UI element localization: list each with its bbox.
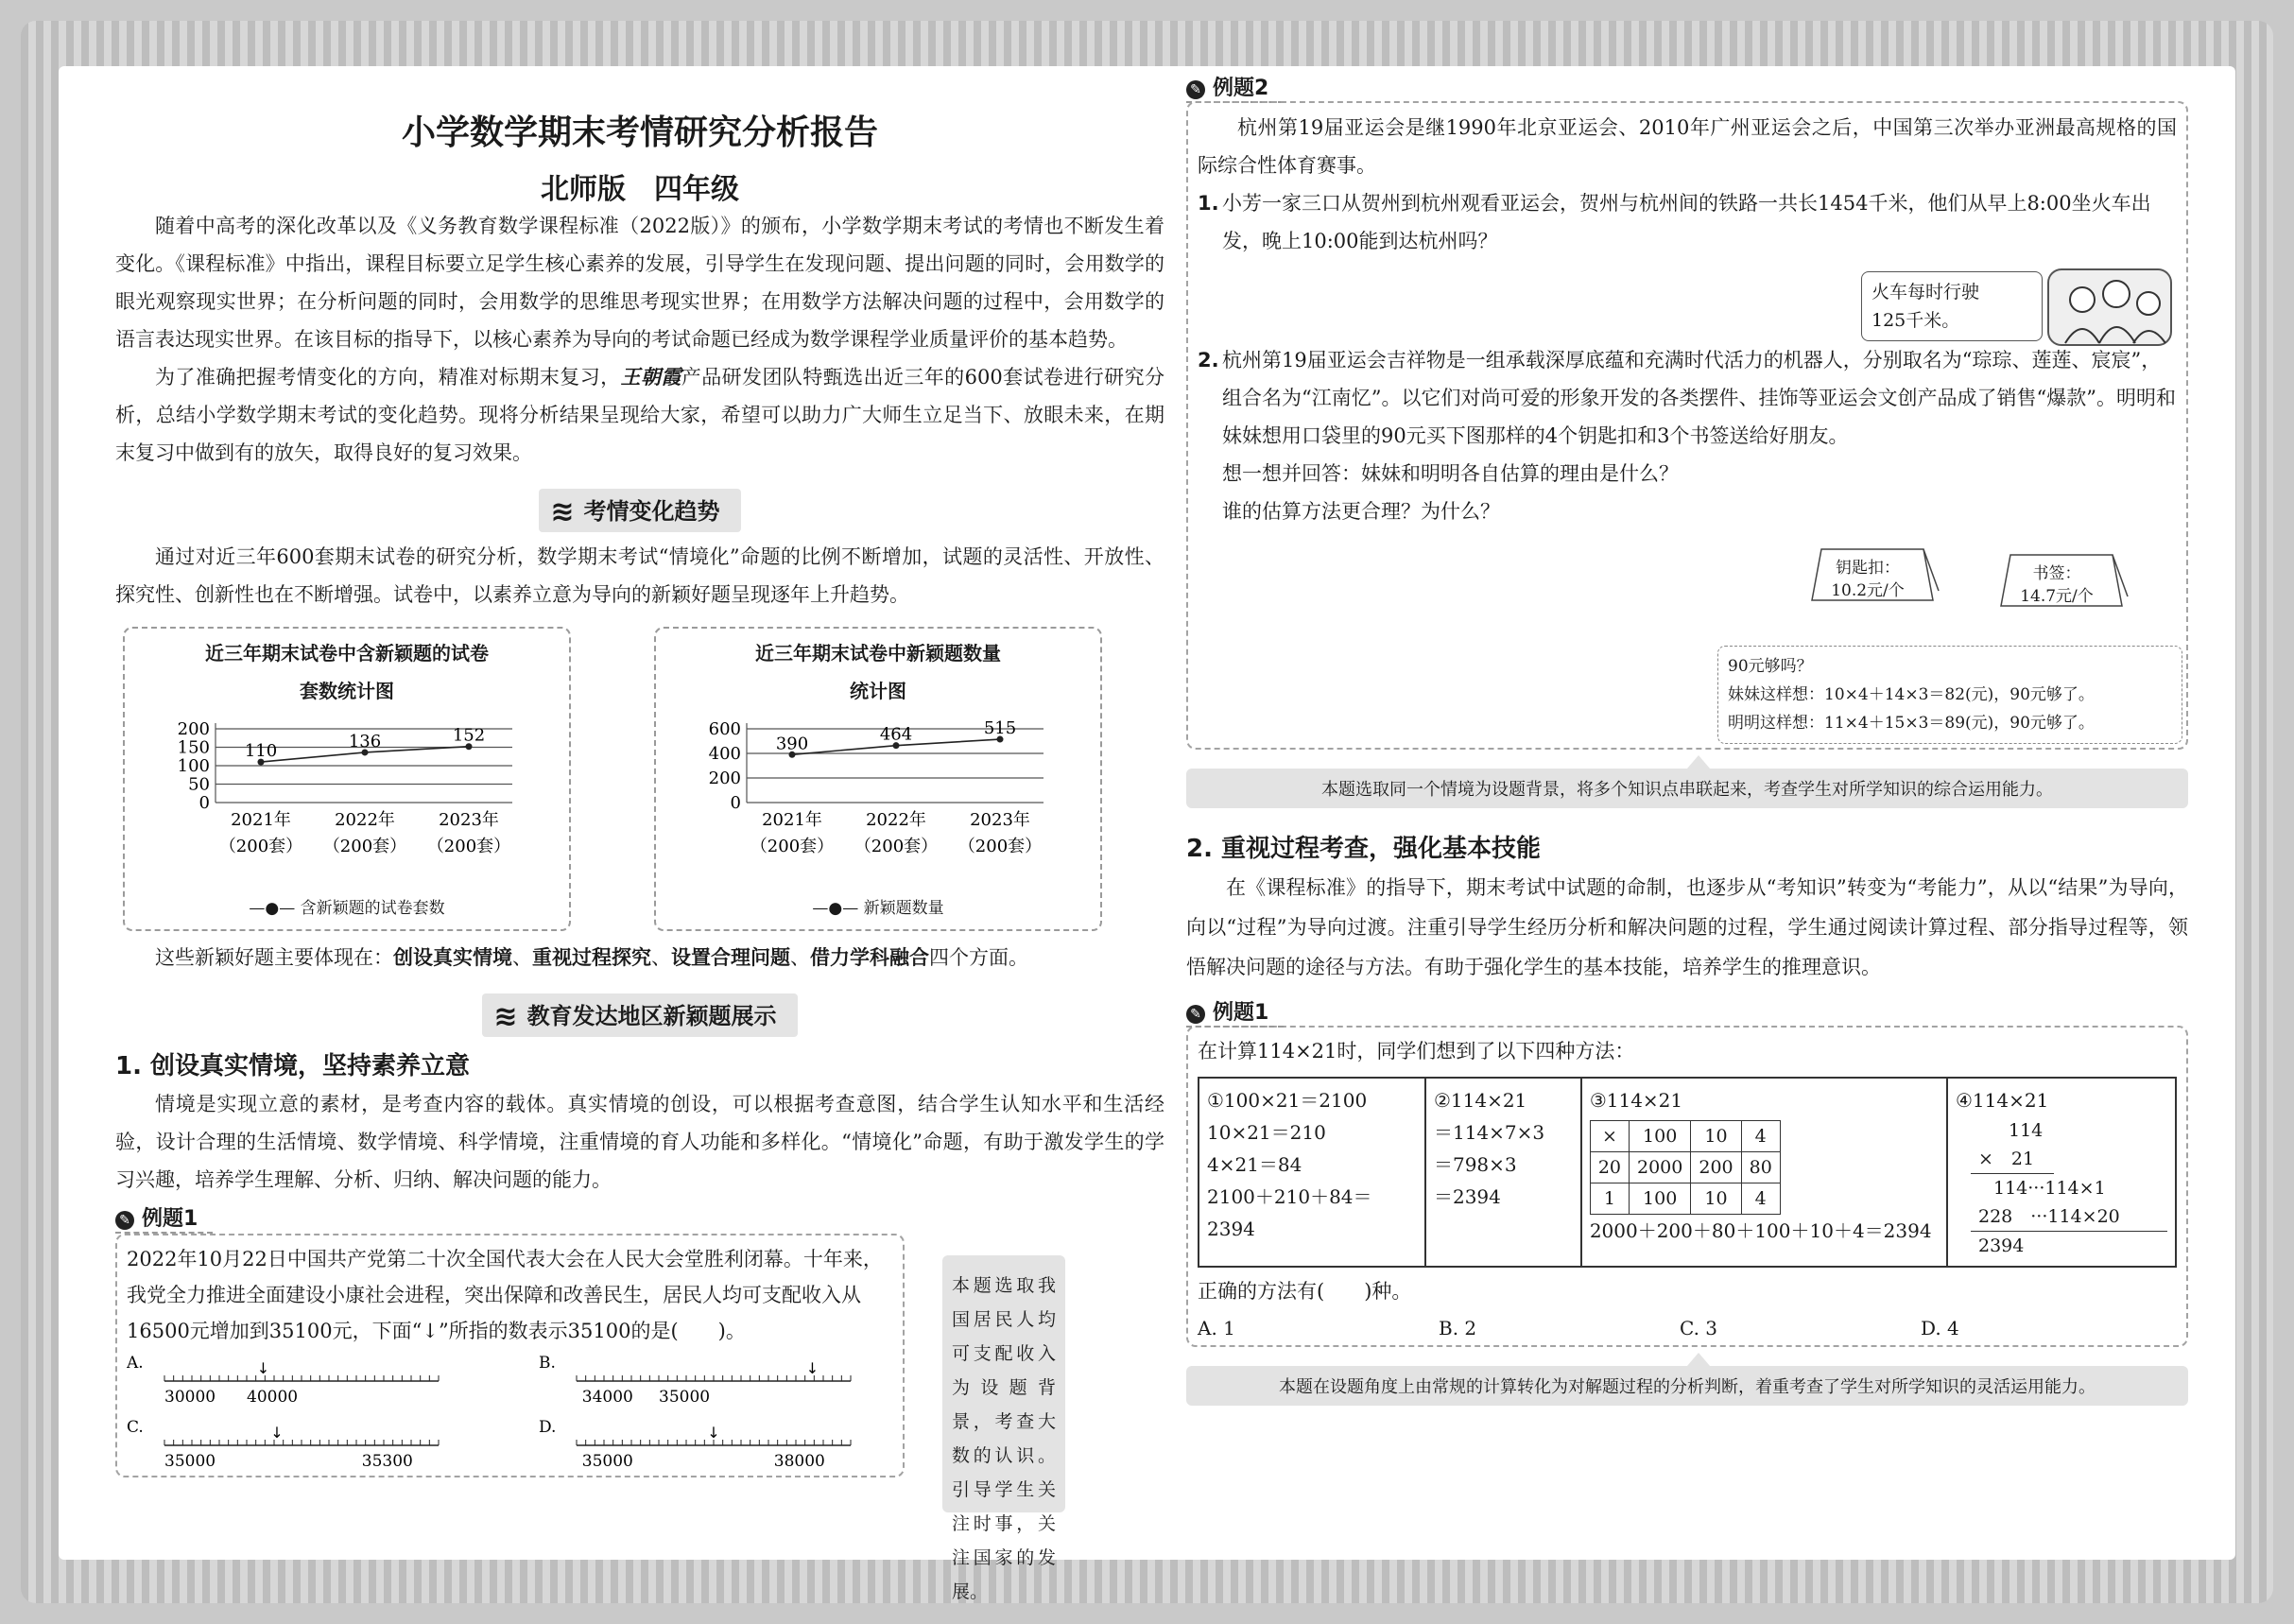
example-2-box [1186, 101, 2188, 750]
keychain-price-tag: 钥匙扣： 10.2元/个 [1812, 549, 1923, 602]
example-3-note: 本题在设题角度上由常规的计算转化为对解题过程的分析判断，着重考查了学生对所学知识的灵活运用能力。 [1186, 1366, 2188, 1406]
x-tick-sublabel: （200套） [426, 837, 511, 856]
brand-logo: 王朝霞 [620, 365, 681, 389]
section-1-paragraph: 情境是实现立意的素材，是考查内容的载体。真实情境的创设，可以根据考查意图，结合学生认知水平和生活经验，设计合理的生活情境、数学情境、科学情境，注重情境的育人功能和多样化。“情境化”命题，有助于激发学生的学习兴趣，培养学生理解、分析、归纳、解决问题的能力。 [115, 1093, 1164, 1191]
x-tick-label: 2023年 [970, 810, 1030, 830]
option-b[interactable] [539, 1355, 894, 1413]
intro-paragraph-1: 随着中高考的深化改革以及《义务教育数学课程标准（2022版）》的颁布，小学数学期末考试的考情也不断发生着变化。《课程标准》中指出，课程目标要立足学生核心素养的发展，引导学生在发现问题、提出问题的同时，会用数学的眼光观察现实世界；在分析问题的同时，会用数学的思维思考现实世界；在用数学方法解决问题的过程中，会用数学的语言表达现实世界。在该目标的指导下，以核心素养为导向的考试命题已经成为数学课程学业质量评价的基本趋势。 [115, 215, 1164, 351]
data-label: 464 [879, 724, 913, 745]
example-icon: ✎ [1186, 1005, 1205, 1024]
y-tick-label: 600 [708, 719, 741, 739]
y-tick-label: 150 [177, 737, 210, 758]
x-tick-label: 2022年 [335, 810, 395, 830]
example-3-question: 正确的方法有( )种。 [1198, 1280, 1412, 1303]
method-3: ③114×21 × 100 10 4 20 2000 200 80 1 100 10 4 2000＋200＋80＋100＋10＋4＝2394 [1581, 1078, 1947, 1267]
y-tick-label: 200 [177, 719, 210, 739]
down-arrow-icon: ↓ [256, 1359, 270, 1377]
section-1-heading: 1. 创设真实情境，坚持素养立意 [115, 1052, 471, 1080]
y-tick-label: 100 [177, 756, 210, 776]
example-1-text: 2022年10月22日中国共产党第二十次全国代表大会在人民大会堂胜利闭幕。十年来，我党全力推进全面建设小康社会进程，突出保障和改善民生，居民人均可支配收入从16500元增加到35100元，下面“↓”所指的数表示35100的是( )。 [127, 1248, 883, 1342]
data-label: 515 [983, 719, 1017, 739]
x-tick-sublabel: （200套） [957, 837, 1043, 856]
method-2: ②114×21 ＝114×7×3 ＝798×3 ＝2394 [1425, 1078, 1581, 1267]
number-line [539, 1419, 898, 1477]
x-tick-label: 2021年 [762, 810, 822, 830]
x-tick-sublabel: （200套） [854, 837, 939, 856]
chart-row [123, 627, 1164, 931]
intro-paragraph-2: 为了准确把握考情变化的方向，精准对标期末复习，王朝霞产品研发团队特甄选出近三年的600套试卷进行研究分析，总结小学数学期末考试的变化趋势。现将分析结果呈现给大家，希望可以助力广大师生立足当下、放眼未来，在期末复习中做到有的放矢，取得良好的复习效果。 [115, 365, 1165, 464]
method-1: ①100×21＝2100 10×21＝210 4×21＝84 2100＋210＋84＝2394 [1199, 1078, 1425, 1267]
y-tick-label: 400 [708, 744, 741, 764]
x-tick-label: 2023年 [439, 810, 499, 830]
section-2-heading: 2. 重视过程考查，强化基本技能 [1186, 835, 1542, 863]
option-label: A. [127, 1355, 144, 1373]
x-tick-label: 2022年 [866, 810, 926, 830]
example-1-label: ✎ 例题1 [115, 1202, 1164, 1234]
tick-label: 34000 [581, 1388, 633, 1407]
data-label: 152 [452, 725, 486, 746]
chart-title: 近三年期末试卷中含新颖题的试卷 套数统计图 [205, 642, 489, 702]
number-line [127, 1355, 486, 1413]
section-2-paragraph: 在《课程标准》的指导下，期末考试中试题的命制，也逐步从“考知识”转变为“考能力”，从以“结果”为导向，向以“过程”为导向过渡。注重引导学生经历分析和解决问题的过程，学生通过阅读计算过程、部分指导过程等，领悟解决问题的途径与方法。有助于强化学生的基本技能，培养学生的推理意识。 [1186, 876, 2188, 978]
x-tick-label: 2021年 [231, 810, 291, 830]
number-line-options [127, 1355, 893, 1477]
chart-title: 近三年期末试卷中新颖题数量 统计图 [755, 642, 1001, 702]
page-sheet [59, 66, 2235, 1602]
y-tick-label: 50 [188, 774, 210, 795]
method-4: ④114×21 114 × 21 114···114×1 228 ···114×20 2394 [1947, 1078, 2176, 1267]
choice-c: C. 3 [1680, 1317, 1718, 1339]
example-3-box [1186, 1026, 2188, 1347]
option-label: B. [538, 1355, 556, 1373]
line-chart-papers [125, 719, 569, 871]
chart-legend: —●— 含新颖题的试卷套数 [249, 899, 445, 918]
trend-paragraph: 通过对近三年600套期末试卷的研究分析，数学期末考试“情境化”命题的比例不断增加，试题的灵活性、开放性、探究性、创新性也在不断增强。试卷中，以素养立意为导向的新颖好题呈现逐年上升趋势。 [115, 545, 1164, 606]
data-label: 136 [348, 731, 382, 752]
speed-callout: 火车每时行驶 125千米。 [1861, 271, 2043, 341]
chart-questions [654, 627, 1102, 931]
showcase-heading: ≋ 教育发达地区新颖题展示 [115, 993, 1164, 1037]
example-1-side-note: 本题选取我国居民人均可支配收入为设题背景，考查大数的认识。引导学生关注时事，关注国家的发展。 [942, 1255, 1065, 1512]
data-label: 390 [775, 734, 809, 754]
chart-legend: —●— 新颖题数量 [812, 899, 944, 918]
tick-label: 35000 [658, 1388, 710, 1407]
family-train-illustration [2044, 264, 2177, 351]
y-tick-label: 200 [708, 769, 741, 788]
example-1-box [115, 1234, 905, 1477]
question-2: 2. 杭州第19届亚运会吉祥物是一组承载深厚底蕴和充满时代活力的机器人，分别取名为“琮琮、莲莲、宸宸”，组合名为“江南忆”。以它们对尚可爱的形象开发的各类摆件、挂饰等亚运会文创产品成了销售“爆款”。明明和妹妹想用口袋里的90元买下图那样的4个钥匙扣和3个书签送给好朋友。 [1198, 349, 2176, 447]
aspects-paragraph: 这些新颖好题主要体现在：创设真实情境、重视过程探究、设置合理问题、借力学科融合四个方面。 [155, 945, 1028, 969]
wave-icon: ≋ [550, 495, 575, 528]
line-chart-questions [656, 719, 1100, 871]
example-3-prompt: 在计算114×21时，同学们想到了以下四种方法： [1198, 1040, 1635, 1063]
answer-choices [1198, 1317, 2177, 1339]
choice-d: D. 4 [1921, 1317, 1959, 1339]
example-2-note: 本题选取同一个情境为设题背景，将多个知识点串联起来，考查学生对所学知识的综合运用能力。 [1186, 769, 2188, 808]
tick-label: 40000 [247, 1388, 299, 1407]
down-arrow-icon: ↓ [270, 1424, 284, 1442]
right-column [1186, 66, 2188, 1406]
option-label: C. [127, 1419, 144, 1437]
x-tick-sublabel: （200套） [322, 837, 407, 856]
estimation-panel: 90元够吗？ 妹妹这样想：10×4＋14×3＝82(元)，90元够了。 明明这样想：11×4＋15×3＝89(元)，90元够了。 [1717, 646, 2182, 744]
area-model-grid: × 100 10 4 20 2000 200 80 1 100 10 4 [1590, 1120, 1781, 1215]
tick-label: 35000 [164, 1452, 216, 1471]
down-arrow-icon: ↓ [805, 1359, 819, 1377]
option-a[interactable] [127, 1355, 482, 1413]
option-c[interactable] [127, 1419, 482, 1477]
tick-label: 35000 [581, 1452, 633, 1471]
vertical-multiplication: 114 × 21 114···114×1 228 ···114×20 2394 [1956, 1116, 2167, 1260]
y-tick-label: 0 [198, 793, 210, 813]
question-1: 1. 小芳一家三口从贺州到杭州观看亚运会，贺州与杭州间的铁路一共长1454千米，他们从早上8:00坐火车出发，晚上10:00能到达杭州吗？ [1198, 192, 2151, 252]
option-label: D. [538, 1419, 556, 1437]
tick-label: 38000 [773, 1452, 825, 1471]
page-subtitle: 北师版 四年级 [541, 173, 739, 206]
number-line [127, 1419, 486, 1477]
option-d[interactable] [539, 1419, 894, 1477]
choice-a: A. 1 [1198, 1317, 1235, 1339]
example-2-label: ✎ 例题2 [1186, 72, 2188, 103]
choice-b: B. 2 [1439, 1317, 1477, 1339]
question-2-ask: 想一想并回答：妹妹和明明各自估算的理由是什么？谁的估算方法更合理？为什么？ [1222, 462, 1679, 523]
tick-label: 35300 [361, 1452, 413, 1471]
bookmark-price-tag: 书签： 14.7元/个 [2001, 555, 2113, 608]
example-3-label: ✎ 例题1 [1186, 996, 2188, 1028]
chart-papers [123, 627, 571, 931]
tick-label: 30000 [164, 1388, 216, 1407]
data-label: 110 [244, 741, 278, 762]
example-icon: ✎ [115, 1211, 134, 1230]
x-tick-sublabel: （200套） [750, 837, 835, 856]
methods-table [1198, 1077, 2177, 1268]
x-tick-sublabel: （200套） [218, 837, 303, 856]
number-line [539, 1355, 898, 1413]
page-title: 小学数学期末考情研究分析报告 [401, 113, 878, 152]
example-icon: ✎ [1186, 80, 1205, 99]
down-arrow-icon: ↓ [706, 1424, 720, 1442]
example-2-intro: 杭州第19届亚运会是继1990年北京亚运会、2010年广州亚运会之后，中国第三次举办亚洲最高规格的国际综合性体育赛事。 [1198, 116, 2177, 177]
trend-heading: ≋ 考情变化趋势 [115, 489, 1164, 532]
wave-icon: ≋ [493, 1000, 518, 1033]
y-tick-label: 0 [730, 793, 741, 813]
